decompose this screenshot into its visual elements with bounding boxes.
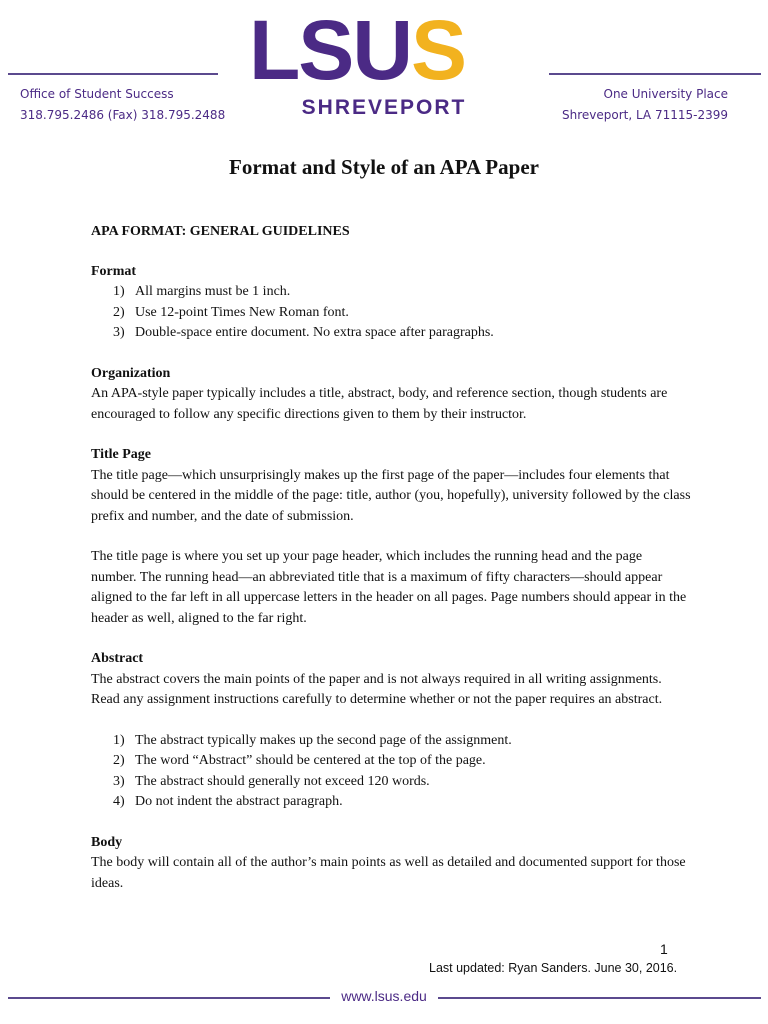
abstract-text: The abstract covers the main points of the paper and is not always required in all writing assignments. Read any assignment instructions carefully to determine whether or not the paper requires an abstract.: [91, 671, 663, 707]
title-page-para2: The title page is where you set up your page header, which includes the running head and the page number. The running head—an abbreviated title that is a maximum of fifty characters—should appear aligned to the far left in all uppercase letters in the header on all pages. Page numbers should appear in the header as well, aligned to the far right.: [91, 549, 687, 626]
title-page-heading: Title Page: [91, 447, 152, 462]
right-contact: [562, 84, 728, 126]
format-heading: Format: [91, 263, 137, 279]
document-body: [91, 222, 691, 894]
body-text: The body will contain all of the author’s main points as well as detailed and documented support for those ideas.: [91, 855, 686, 891]
address-line2: Shreveport, LA 71115-2399: [561, 108, 728, 122]
website-link[interactable]: www.lsus.edu: [341, 988, 427, 1004]
organization-text: An APA-style paper typically includes a title, abstract, body, and reference section, though students are encouraged to follow any specific directions given to them by their instructor.: [91, 386, 668, 422]
list-item: 4) Do not indent the abstract paragraph.: [113, 794, 343, 809]
page-title: Format and Style of an APA Paper: [229, 155, 539, 179]
logo-part1: LSU: [249, 3, 411, 97]
list-item: 3) The abstract should generally not exceed 120 words.: [113, 773, 430, 789]
left-contact: [20, 84, 225, 126]
last-updated: Last updated: Ryan Sanders. June 30, 2016.: [429, 961, 678, 975]
page-number: 1: [660, 941, 668, 957]
format-list: [91, 282, 691, 344]
office-phone: 318.795.2486 (Fax) 318.795.2488: [20, 108, 226, 122]
office-name: Office of Student Success: [20, 87, 174, 101]
section-heading: APA FORMAT: GENERAL GUIDELINES: [91, 224, 350, 239]
lsus-logo: [249, 3, 519, 97]
list-item: 2) Use 12-point Times New Roman font.: [113, 304, 349, 320]
address-line1: One University Place: [603, 87, 728, 101]
title-page-para1: The title page—which unsurprisingly makes up the first page of the paper—includes four elements that should be centered in the middle of the page: title, author (you, hopefully), university followed by the class prefix and number, and the date of submission.: [91, 467, 691, 524]
logo-subtitle: SHREVEPORT: [301, 96, 467, 119]
header-rule-right: [549, 73, 761, 75]
logo-part2: S: [411, 3, 466, 97]
organization-heading: Organization: [91, 365, 171, 381]
list-item: 3) Double-space entire document. No extra space after paragraphs.: [113, 325, 494, 340]
abstract-list: [91, 731, 691, 813]
list-item: 1) All margins must be 1 inch.: [113, 284, 291, 299]
list-item: 1) The abstract typically makes up the second page of the assignment.: [113, 732, 512, 748]
header-rule-left: [8, 73, 218, 75]
body-heading: Body: [91, 834, 123, 850]
list-item: 2) The word “Abstract” should be centered at the top of the page.: [113, 753, 486, 768]
abstract-heading: Abstract: [91, 651, 144, 666]
